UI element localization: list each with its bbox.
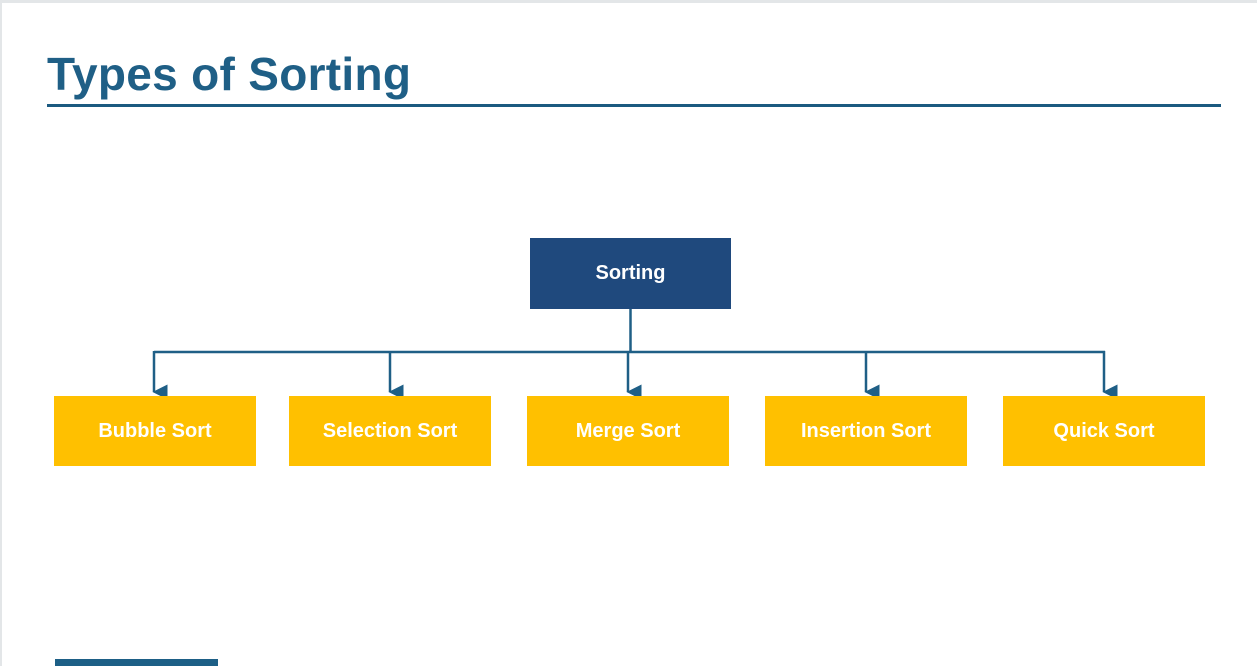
child-node-selection-sort (289, 396, 491, 466)
child-node-label: Bubble Sort (98, 419, 212, 442)
root-node-label: Sorting (595, 262, 666, 284)
child-node-label: Merge Sort (575, 419, 681, 442)
child-node-label: Quick Sort (1053, 419, 1155, 442)
child-node-label: Insertion Sort (800, 419, 931, 442)
root-node-sorting (530, 238, 731, 309)
child-node-quick-sort (1003, 396, 1205, 466)
slide-title: Types of Sorting (47, 48, 412, 100)
footer-accent-bar (55, 659, 218, 666)
child-node-merge-sort (527, 396, 729, 466)
child-node-label: Selection Sort (322, 419, 458, 442)
child-node-insertion-sort (765, 396, 967, 466)
child-node-bubble-sort (54, 396, 256, 466)
